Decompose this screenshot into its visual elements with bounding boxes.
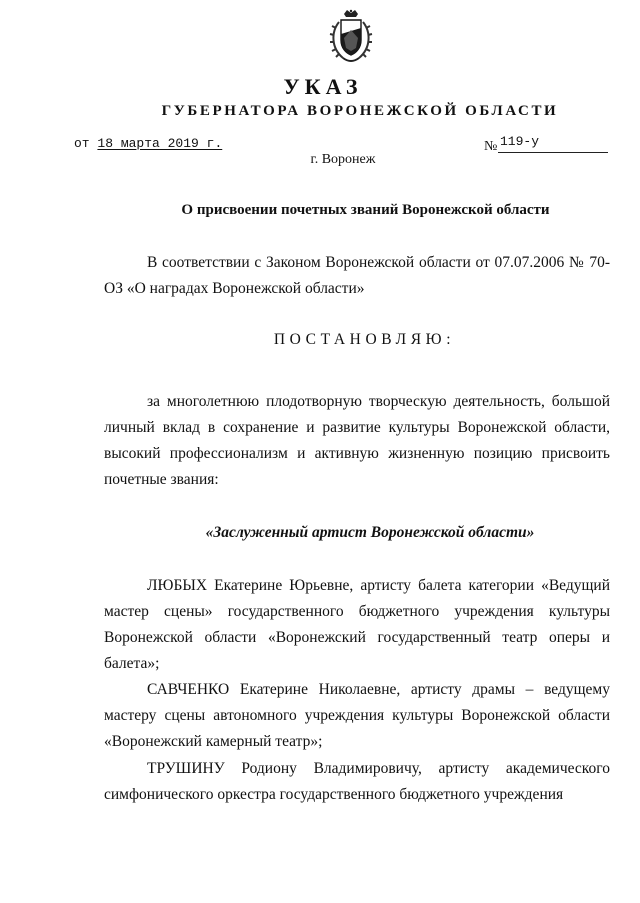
document-title: УКАЗ [283,74,363,99]
preamble-paragraph: за многолетнюю плодотворную творческую деятельность, большой личный вклад в сохранение и развитие культуры Воронежской области, высокий профессионализм и активную жизненную позицию присвоить почетные звания: [104,393,610,488]
award-title: «Заслуженный артист Воронежской области» [205,524,535,541]
legal-basis-paragraph: В соответствии с Законом Воронежской области от 07.07.2006 № 70-ОЗ «О наградах Воронежской области» [104,254,610,297]
date-value: 18 марта 2019 г. [97,136,223,151]
awardee-paragraph-1: ЛЮБЫХ Екатерине Юрьевне, артисту балета категории «Ведущий мастер сцены» государственного бюджетного учреждения культуры Воронежской области «Воронежский государственный театр оперы и балета»; [104,577,610,672]
document-number: 119-у [500,134,540,149]
decree-word: ПОСТАНОВЛЯЮ: [273,331,456,348]
awardee-paragraph-3: ТРУШИНУ Родиону Владимировичу, артисту академического симфонического оркестра государственного бюджетного учреждения [104,760,610,803]
coat-of-arms-icon [327,8,375,66]
date-line [74,136,222,151]
subject-heading: О присвоении почетных званий Воронежской области [181,202,550,218]
issuer-title: ГУБЕРНАТОРА ВОРОНЕЖСКОЙ ОБЛАСТИ [161,103,559,119]
date-prefix: от [74,136,90,151]
awardee-paragraph-2: САВЧЕНКО Екатерине Николаевне, артисту драмы – ведущему мастеру сцены автономного учреждения культуры Воронежской области «Воронежский камерный театр»; [104,681,610,750]
city: г. Воронеж [310,152,376,167]
number-prefix: № [484,139,498,154]
